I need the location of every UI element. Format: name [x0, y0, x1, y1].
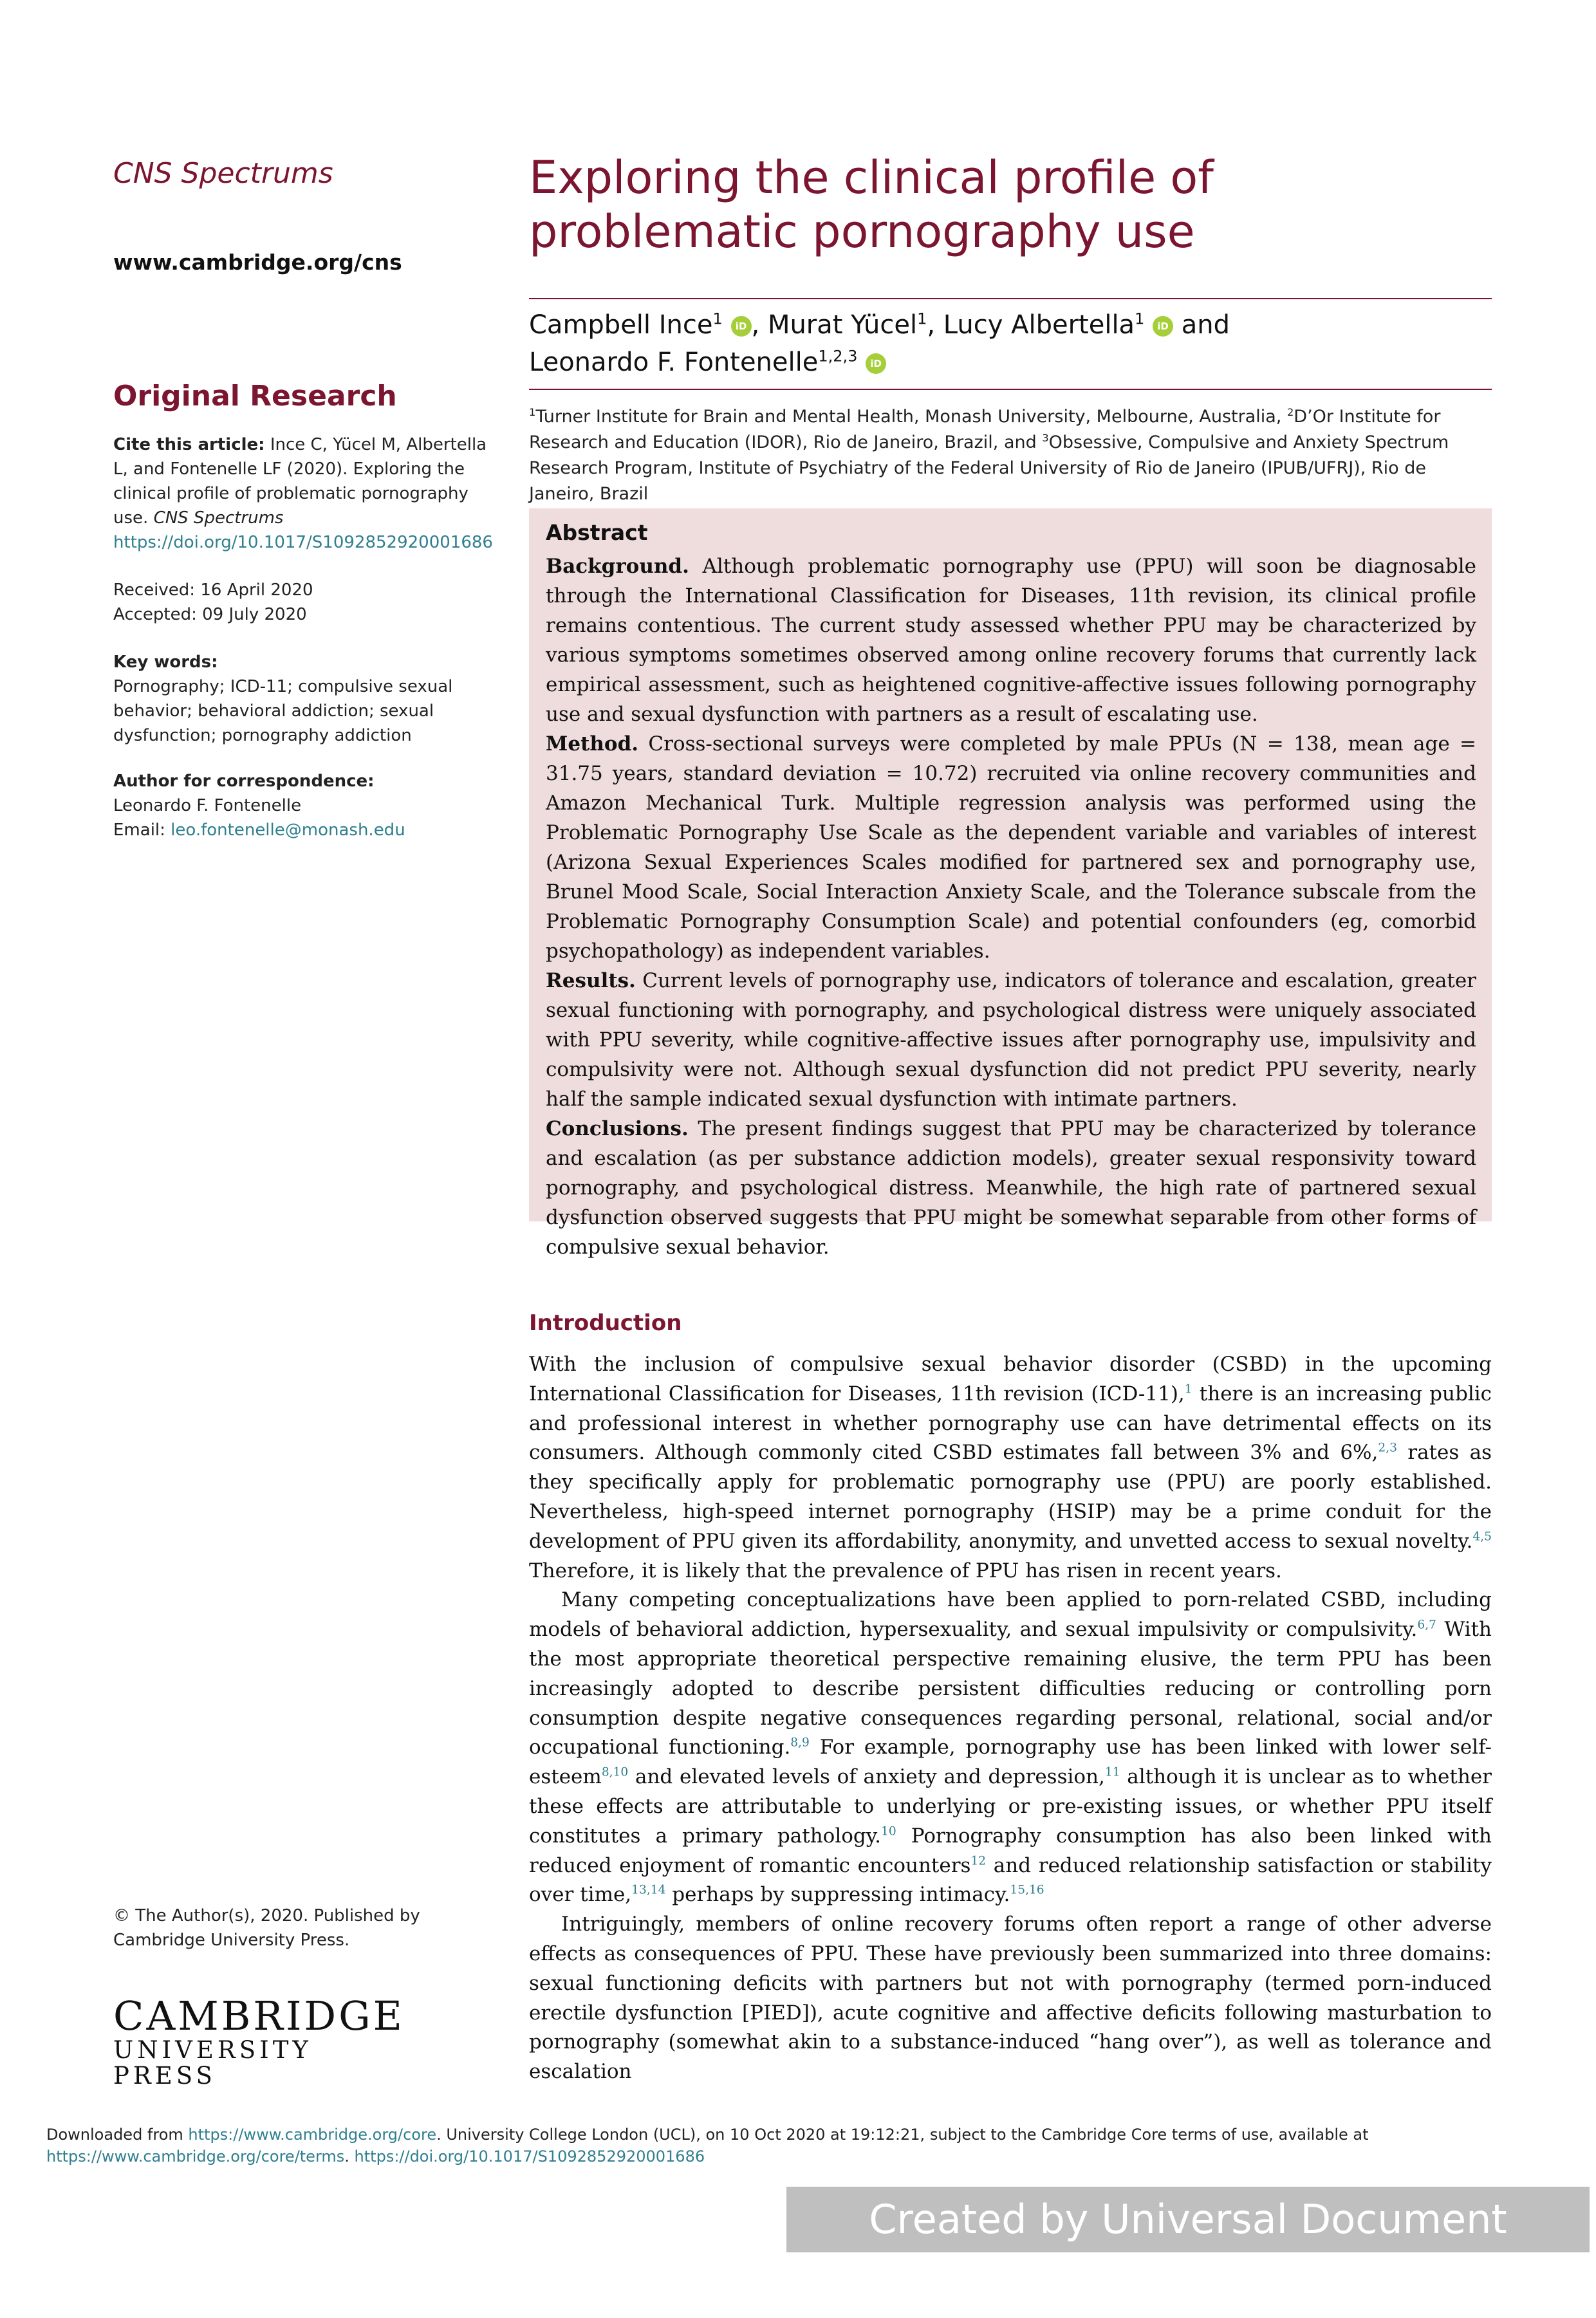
cambridge-logo — [113, 1992, 416, 2090]
body-text: Intriguingly, members of online recovery forums often report a range of other adverse effects as consequences of PPU. These have previously been summarized into three domains: sexual functioning deficits with partners but not with pornography (termed porn-induced erectile dysfunction [PIED]), acute cognitive and affective deficits following masturbation to pornography (somewhat akin to a substance-induced “hang over”), as well as tolerance and escalation — [529, 1913, 1492, 2084]
author-separator: , — [751, 310, 768, 340]
footer-sep: . — [344, 2147, 355, 2165]
reference-link[interactable]: 8,10 — [601, 1765, 629, 1779]
correspondence-label: Author for correspondence: — [113, 772, 375, 791]
core-link[interactable]: https://www.cambridge.org/core — [188, 2126, 437, 2144]
author-separator: and — [1173, 310, 1230, 340]
body-text: rates as they specifically apply for problematic pornography use (PPU) are poorly established. Nevertheless, high-speed internet pornography (HSIP) may be a prime conduit for the development of PPU given its affordability, anonymity, and unvetted access to sexual novelty. — [529, 1441, 1492, 1553]
orcid-icon[interactable]: iD — [731, 316, 752, 337]
received-date: Received: 16 April 2020 — [113, 580, 313, 600]
footer-doi-link[interactable]: https://doi.org/10.1017/S1092852920001686 — [354, 2147, 705, 2165]
orcid-icon[interactable]: iD — [1153, 316, 1173, 337]
copyright-notice: © The Author(s), 2020. Published by Cambridge University Press. — [113, 1906, 420, 1950]
introduction-body — [529, 1350, 1492, 2087]
keywords-block — [113, 650, 499, 748]
footer-text: Downloaded from — [46, 2126, 189, 2144]
converter-watermark: Created by Universal Document Converter — [786, 2187, 1590, 2252]
logo-line-1: CAMBRIDGE — [113, 1992, 405, 2039]
body-text: although it is unclear as to whether these effects are attributable to underlying or pre-existing issues, or whether PPU itself constitutes a primary pathology. — [529, 1765, 1492, 1848]
body-text: there is an increasing public and professional interest in whether pornography use can have detrimental effects on its consumers. Although commonly cited CSBD estimates fall between 3% and 6%, — [529, 1382, 1492, 1465]
abstract-heading: Abstract — [546, 520, 648, 545]
reference-link[interactable]: 1 — [1184, 1382, 1192, 1396]
title-rule — [529, 298, 1492, 299]
author-affiliation-sup: 1 — [712, 310, 723, 328]
body-text: and elevated levels of anxiety and depression, — [628, 1765, 1105, 1789]
reference-link[interactable]: 8,9 — [790, 1736, 810, 1750]
abstract-section — [546, 552, 1476, 729]
article-type-label: Original Research — [113, 380, 397, 413]
abstract-section-label: Conclusions. — [546, 1117, 689, 1140]
affiliation-text: Turner Institute for Brain and Mental Health, Monash University, Melbourne, Australia, — [535, 407, 1287, 427]
footer-line-1 — [46, 2124, 1526, 2146]
body-text: and reduced relationship satisfaction or stability over time, — [529, 1853, 1492, 1907]
orcid-icon[interactable]: iD — [866, 353, 886, 374]
reference-link[interactable]: 12 — [970, 1854, 987, 1868]
abstract-section-text: Cross-sectional surveys were completed by male PPUs (N = 138, mean age = 31.75 years, standard deviation = 10.72) recruited via online recovery communities and Amazon Mechanical Turk. Multiple regression analysis was performed using the Problematic Pornography Use Scale as the dependent variable and variables of interest (Arizona Sexual Experiences Scales modified for partnered sex and pornography use, Brunel Mood Scale, Social Interaction Anxiety Scale, and the Tolerance subscale from the Problematic Pornography Consumption Scale) and potential confounders (eg, comorbid psychopathology) as independent variables. — [546, 732, 1476, 963]
citation-text: Ince C, Yücel M, Albertella L, and Fontenelle LF (2020). Exploring the clinical profile of problematic pornography use. — [113, 435, 487, 528]
author-affiliation-sup: 1 — [917, 310, 927, 328]
citation-label: Cite this article: — [113, 435, 265, 454]
authors-rule — [529, 389, 1492, 390]
affiliations — [529, 404, 1494, 507]
author-separator: , — [927, 310, 943, 340]
correspondence-email-link[interactable]: leo.fontenelle@monash.edu — [171, 821, 405, 840]
abstract-section — [546, 729, 1476, 966]
body-text: Many competing conceptualizations have been applied to porn-related CSBD, including models of behavioral addiction, hypersexuality, and sexual impulsivity or compulsivity. — [529, 1588, 1492, 1642]
body-paragraph — [529, 1350, 1492, 1586]
author-name: Campbell Ince — [529, 310, 713, 340]
author-name: Leonardo F. Fontenelle — [529, 348, 819, 377]
footer-line-2 — [46, 2146, 1526, 2167]
abstract-section-text: The present findings suggest that PPU may be characterized by tolerance and escalation (as per substance addiction models), greater sexual responsivity toward pornography, and psychological distress. Meanwhile, the high rate of partnered sexual dysfunction observed suggests that PPU might be somewhat separable from other forms of compulsive sexual behavior. — [546, 1117, 1476, 1259]
abstract-body — [546, 552, 1476, 1262]
affiliation-sup: 1 — [529, 406, 536, 418]
citation-journal: CNS Spectrums — [153, 508, 284, 528]
correspondence-name: Leonardo F. Fontenelle — [113, 796, 302, 815]
abstract-section — [546, 1114, 1476, 1262]
body-text: Pornography consumption has also been linked with reduced enjoyment of romantic encounters — [529, 1824, 1492, 1877]
journal-site-link[interactable]: www.cambridge.org/cns — [113, 250, 402, 275]
author-affiliation-sup: 1 — [1135, 310, 1145, 328]
article-title: Exploring the clinical profile of problematic pornography use — [529, 151, 1214, 258]
body-text: With the inclusion of compulsive sexual behavior disorder (CSBD) in the upcoming International Classification for Diseases, 11th revision (ICD-11), — [529, 1353, 1492, 1405]
author-name: Lucy Albertella — [943, 310, 1135, 340]
keywords-text: Pornography; ICD-11; compulsive sexual behavior; behavioral addiction; sexual dysfunction; pornography addiction — [113, 677, 453, 745]
logo-line-2: UNIVERSITY PRESS — [113, 2036, 312, 2090]
abstract-section-label: Background. — [546, 555, 689, 578]
body-text: With the most appropriate theoretical perspective remaining elusive, the term PPU has been increasingly adopted to describe persistent difficulties reducing or controlling porn consumption despite negative consequences regarding personal, relational, social and/or occupational functioning. — [529, 1618, 1492, 1759]
reference-link[interactable]: 6,7 — [1417, 1618, 1436, 1632]
reference-link[interactable]: 4,5 — [1472, 1530, 1492, 1544]
reference-link[interactable]: 13,14 — [631, 1884, 666, 1898]
affiliation-text: D’Or Institute for Research and Education (IDOR), Rio de Janeiro, Brazil, and — [529, 407, 1441, 452]
reference-link[interactable]: 11 — [1104, 1765, 1120, 1779]
reference-link[interactable]: 15,16 — [1010, 1884, 1044, 1898]
citation-block — [113, 432, 493, 555]
journal-name: CNS Spectrums — [113, 157, 333, 190]
body-paragraph — [529, 1586, 1492, 1910]
abstract-box — [529, 508, 1492, 1259]
dates-block — [113, 578, 313, 627]
affiliation-sup: 2 — [1286, 406, 1294, 418]
abstract-section-label: Method. — [546, 732, 639, 756]
body-paragraph — [529, 1910, 1492, 2087]
affiliation-text: Obsessive, Compulsive and Anxiety Spectrum Research Program, Institute of Psychiatry of the Federal University of Rio de Janeiro (IPUB/UFRJ), Rio de Janeiro, Brazil — [529, 432, 1449, 504]
reference-link[interactable]: 10 — [881, 1824, 896, 1839]
body-text: For example, pornography use has been linked with lower self-esteem — [529, 1736, 1492, 1789]
author-name: Murat Yücel — [767, 310, 918, 340]
keywords-label: Key words: — [113, 653, 218, 672]
introduction-heading: Introduction — [529, 1310, 682, 1336]
download-footer — [46, 2124, 1526, 2167]
terms-link[interactable]: https://www.cambridge.org/core/terms — [46, 2147, 345, 2165]
correspondence-email-row — [113, 818, 499, 842]
accepted-date: Accepted: 09 July 2020 — [113, 605, 307, 624]
abstract-section-label: Results. — [546, 969, 636, 992]
abstract-section-text: Although problematic pornography use (PPU) will soon be diagnosable through the International Classification for Diseases, 11th revision, its clinical profile remains contentious. The current study assessed whether PPU may be characterized by various symptoms sometimes observed among online recovery forums that currently lack empirical assessment, such as heightened cognitive-affective issues following pornography use and sexual dysfunction with partners as a result of escalating use. — [546, 555, 1476, 726]
body-text: perhaps by suppressing intimacy. — [665, 1883, 1010, 1907]
doi-link[interactable]: https://doi.org/10.1017/S1092852920001686 — [113, 533, 493, 552]
author-list — [529, 306, 1494, 381]
body-text: Therefore, it is likely that the prevalence of PPU has risen in recent years. — [529, 1559, 1282, 1582]
reference-link[interactable]: 2,3 — [1378, 1442, 1397, 1456]
affiliation-sup: 3 — [1042, 432, 1049, 444]
abstract-section — [546, 966, 1476, 1114]
correspondence-block — [113, 769, 499, 842]
email-label: Email: — [113, 821, 165, 840]
abstract-section-text: Current levels of pornography use, indicators of tolerance and escalation, greater sexual functioning with pornography, and psychological distress were uniquely associated with PPU severity, while cognitive-affective issues after pornography use, impulsivity and compulsivity were not. Although sexual dysfunction did not predict PPU severity, nearly half the sample indicated sexual dysfunction with intimate partners. — [546, 969, 1476, 1111]
author-affiliation-sup: 1,2,3 — [818, 347, 858, 366]
footer-text-2: . University College London (UCL), on 10 Oct 2020 at 19:12:21, subject to the Cambridge Core terms of use, available at — [436, 2126, 1369, 2144]
